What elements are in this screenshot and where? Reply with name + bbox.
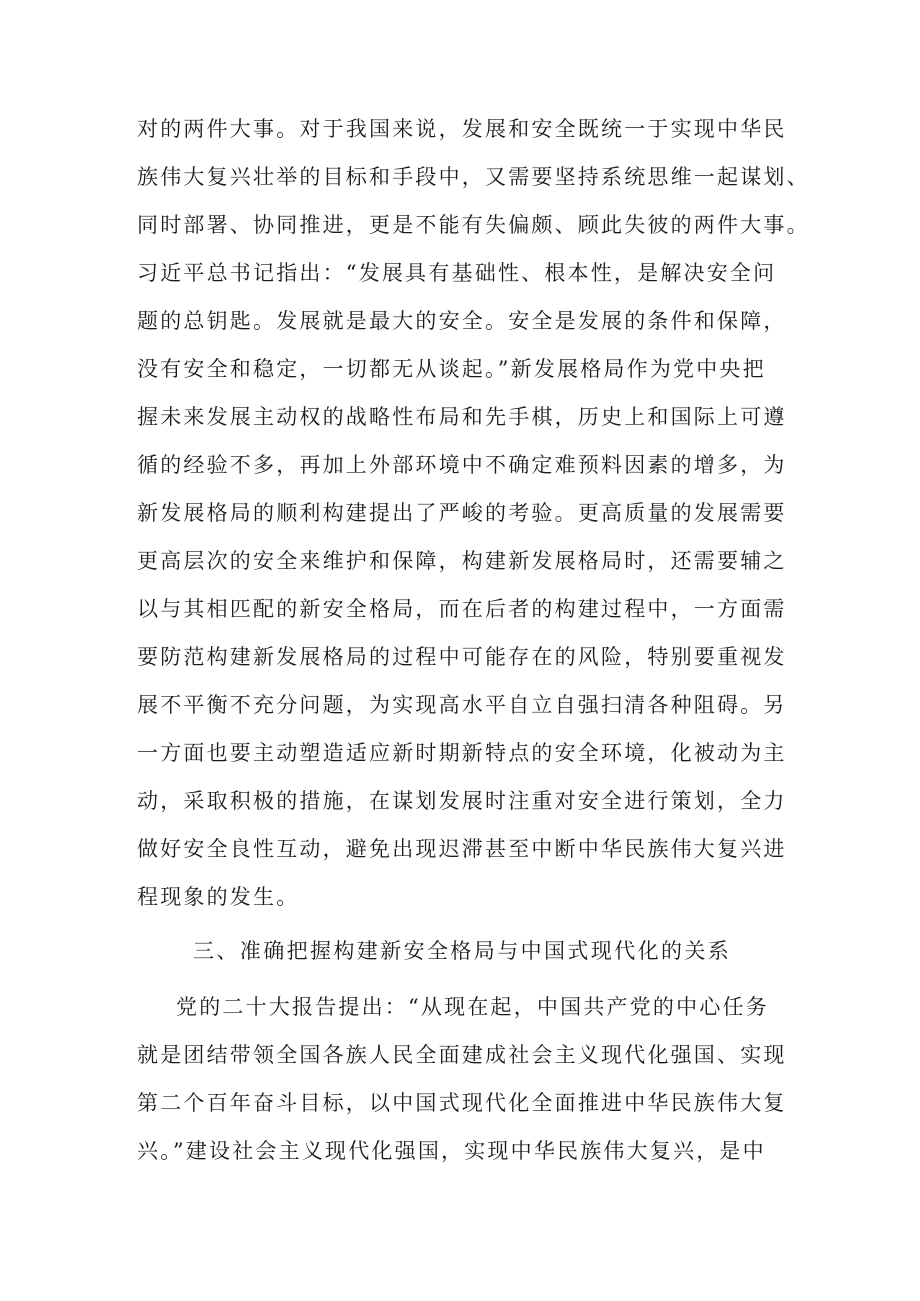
paragraph-line: 题的总钥匙。发展就是最大的安全。安全是发展的条件和保障， xyxy=(137,309,787,333)
paragraph-line: 做好安全良性互动，避免出现迟滞甚至中断中华民族伟大复兴进 xyxy=(137,837,787,861)
paragraph-line: 更高层次的安全来维护和保障，构建新发展格局时，还需要辅之 xyxy=(137,549,787,573)
paragraph-line: 兴。”建设社会主义现代化强国，实现中华民族伟大复兴，是中 xyxy=(137,1139,766,1163)
paragraph-line: 要防范构建新发展格局的过程中可能存在的风险，特别要重视发 xyxy=(137,645,787,669)
paragraph-line: 展不平衡不充分问题，为实现高水平自立自强扫清各种阻碍。另 xyxy=(137,693,787,717)
section-heading: 三、准确把握构建新安全格局与中国式现代化的关系 xyxy=(193,939,732,963)
paragraph-line: 对的两件大事。对于我国来说，发展和安全既统一于实现中华民 xyxy=(137,117,787,141)
paragraph-line: 同时部署、协同推进，更是不能有失偏颇、顾此失彼的两件大事。 xyxy=(137,213,810,237)
paragraph-line: 程现象的发生。 xyxy=(137,885,300,909)
paragraph-line: 一方面也要主动塑造适应新时期新特点的安全环境，化被动为主 xyxy=(137,741,787,765)
paragraph-line: 习近平总书记指出：“发展具有基础性、根本性，是解决安全问 xyxy=(137,261,777,285)
paragraph-line: 就是团结带领全国各族人民全面建成社会主义现代化强国、实现 xyxy=(137,1043,787,1067)
paragraph-line: 新发展格局的顺利构建提出了严峻的考验。更高质量的发展需要 xyxy=(137,501,787,525)
paragraph-line: 党的二十大报告提出：“从现在起，中国共产党的中心任务 xyxy=(176,995,769,1019)
paragraph-line: 第二个百年奋斗目标，以中国式现代化全面推进中华民族伟大复 xyxy=(137,1091,787,1115)
paragraph-line: 以与其相匹配的新安全格局，而在后者的构建过程中，一方面需 xyxy=(137,597,787,621)
paragraph-line: 族伟大复兴壮举的目标和手段中，又需要坚持系统思维一起谋划、 xyxy=(137,165,810,189)
paragraph-line: 没有安全和稳定，一切都无从谈起。”新发展格局作为党中央把 xyxy=(137,357,766,381)
paragraph-line: 循的经验不多，再加上外部环境中不确定难预料因素的增多，为 xyxy=(137,453,787,477)
paragraph-line: 握未来发展主动权的战略性布局和先手棋，历史上和国际上可遵 xyxy=(137,405,787,429)
paragraph-line: 动，采取积极的措施，在谋划发展时注重对安全进行策划，全力 xyxy=(137,789,787,813)
